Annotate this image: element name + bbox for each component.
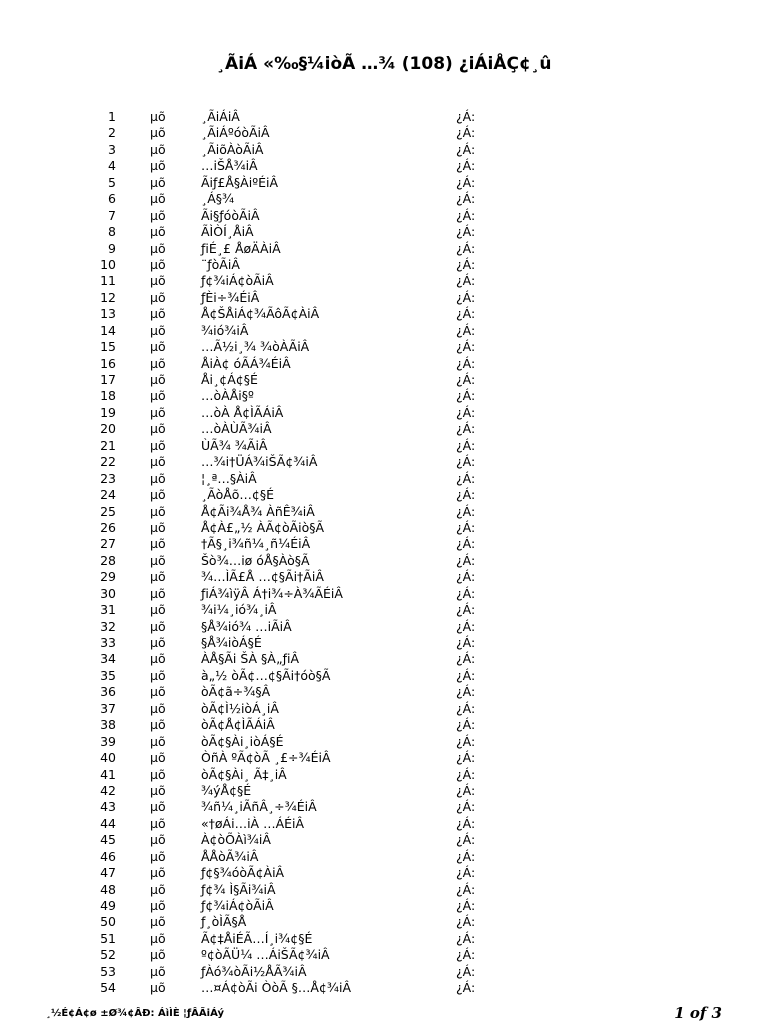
row-prefix: µõ <box>150 322 166 338</box>
row-name: ¾…ÌÃ£Å …¢§Ãi†ÃiÂ <box>201 569 324 585</box>
list-item <box>0 388 768 404</box>
row-number: 31 <box>100 602 116 618</box>
row-prefix: µõ <box>150 815 166 831</box>
row-name: ÃÌÒÍ¸ÅiÂ <box>201 224 254 240</box>
row-name: ¾ió¾iÂ <box>201 322 249 338</box>
row-number: 46 <box>100 848 116 864</box>
row-name: …òÀÙÃ¾iÂ <box>201 421 272 437</box>
row-field-label: ¿Á: <box>456 240 476 256</box>
footer-note: ¸½É¢Á¢ø ±Ø¾¢ÂÐ: ÁìÌÈ ¦ƒÂÃiÁý <box>46 1008 224 1019</box>
row-name: Å¢ŠÅiÁ¢¾ÃôÃ¢ÀiÂ <box>201 306 320 322</box>
row-name: ƒ¢¾iÁ¢òÃiÂ <box>201 898 274 913</box>
row-prefix: µõ <box>150 750 166 766</box>
row-name: …iŠÅ¾iÂ <box>201 158 258 174</box>
row-name: ƒÀó¾òÃi½ÅÃ¾iÂ <box>201 963 307 979</box>
row-field-label: ¿Á: <box>456 503 476 519</box>
list-item <box>0 290 768 306</box>
row-field-label: ¿Á: <box>456 914 476 930</box>
list-item <box>0 553 768 569</box>
row-field-label: ¿Á: <box>456 470 476 486</box>
row-prefix: µõ <box>150 881 166 897</box>
row-name: †Ã§¸i¾ñ¼¸ñ¼ÉiÂ <box>201 536 311 552</box>
row-field-label: ¿Á: <box>456 684 476 700</box>
row-field-label: ¿Á: <box>456 667 476 683</box>
list-item <box>0 717 768 733</box>
row-field-label: ¿Á: <box>456 700 476 716</box>
row-field-label: ¿Á: <box>456 289 476 305</box>
row-number: 43 <box>100 799 116 815</box>
row-prefix: µõ <box>150 552 166 568</box>
row-prefix: µõ <box>150 372 166 387</box>
row-field-label: ¿Á: <box>456 141 476 157</box>
list-item <box>0 175 768 191</box>
row-field-label: ¿Á: <box>456 865 476 881</box>
list-item <box>0 684 768 700</box>
row-prefix: µõ <box>150 339 166 355</box>
list-item <box>0 306 768 322</box>
row-name: ƒiÉ¸£ ÅøÄÀiÂ <box>201 240 281 256</box>
row-name: …Ã½i¸¾ ¾òÀÃiÂ <box>201 339 310 355</box>
row-number: 32 <box>100 618 116 634</box>
row-prefix: µõ <box>150 125 166 141</box>
row-prefix: µõ <box>150 700 166 716</box>
row-field-label: ¿Á: <box>456 569 476 585</box>
row-name: …òÀ Å¢ÌÃÁiÂ <box>201 404 284 420</box>
list-item <box>0 569 768 585</box>
list-item <box>0 865 768 881</box>
row-name: À¢òÕÀì¾iÂ <box>201 832 271 848</box>
row-number: 30 <box>100 585 116 601</box>
row-name: ¸ÃiÁºóòÃiÂ <box>201 125 270 141</box>
row-prefix: µõ <box>150 963 166 979</box>
row-field-label: ¿Á: <box>456 930 476 946</box>
row-field-label: ¿Á: <box>456 372 476 387</box>
row-prefix: µõ <box>150 109 166 124</box>
row-field-label: ¿Á: <box>456 388 476 404</box>
row-number: 24 <box>100 487 116 503</box>
row-prefix: µõ <box>150 536 166 552</box>
row-field-label: ¿Á: <box>456 125 476 141</box>
list-item <box>0 356 768 372</box>
list-item <box>0 421 768 437</box>
row-field-label: ¿Á: <box>456 306 476 322</box>
row-prefix: µõ <box>150 454 166 470</box>
row-field-label: ¿Á: <box>456 766 476 782</box>
list-item <box>0 454 768 470</box>
row-prefix: µõ <box>150 355 166 371</box>
row-name: ƒ¢¾iÁ¢òÃiÂ <box>201 273 274 289</box>
row-number: 29 <box>100 569 116 585</box>
row-number: 47 <box>100 865 116 881</box>
row-name: …òÀÅi§º <box>201 388 254 404</box>
row-number: 48 <box>100 881 116 897</box>
row-prefix: µõ <box>150 289 166 305</box>
row-name: §Å¾ió¾ …iÃiÂ <box>201 618 292 634</box>
list-item <box>0 372 768 388</box>
row-number: 26 <box>100 519 116 535</box>
row-field-label: ¿Á: <box>456 536 476 552</box>
row-number: 10 <box>100 256 116 272</box>
row-field-label: ¿Á: <box>456 980 476 996</box>
list-item <box>0 849 768 865</box>
row-prefix: µõ <box>150 865 166 881</box>
list-item <box>0 898 768 914</box>
row-field-label: ¿Á: <box>456 404 476 420</box>
row-prefix: µõ <box>150 519 166 535</box>
row-number: 16 <box>100 355 116 371</box>
name-list <box>0 109 768 997</box>
row-prefix: µõ <box>150 799 166 815</box>
row-name: òÃ¢§Ài¸iòÁ§É <box>201 733 284 749</box>
row-number: 1 <box>108 109 116 124</box>
row-field-label: ¿Á: <box>456 437 476 453</box>
list-item <box>0 125 768 141</box>
row-name: òÃ¢§Ài¸ Ã‡¸iÂ <box>201 766 287 782</box>
row-prefix: µõ <box>150 191 166 207</box>
row-name: ƒ¢¾ Ì§Ãi¾iÂ <box>201 881 276 897</box>
row-number: 2 <box>108 125 116 141</box>
row-prefix: µõ <box>150 174 166 190</box>
row-field-label: ¿Á: <box>456 421 476 437</box>
row-field-label: ¿Á: <box>456 898 476 913</box>
row-number: 54 <box>100 980 116 996</box>
row-field-label: ¿Á: <box>456 339 476 355</box>
row-number: 18 <box>100 388 116 404</box>
row-field-label: ¿Á: <box>456 273 476 289</box>
row-name: ÅiÀ¢ óÃÁ¾ÉiÂ <box>201 355 291 371</box>
row-prefix: µõ <box>150 306 166 322</box>
row-number: 22 <box>100 454 116 470</box>
row-number: 17 <box>100 372 116 387</box>
row-prefix: µõ <box>150 782 166 798</box>
row-name: ÙÃ¾ ¾ÃiÂ <box>201 437 268 453</box>
row-number: 13 <box>100 306 116 322</box>
row-name: ¸ÃiÁiÂ <box>201 109 240 124</box>
row-prefix: µõ <box>150 141 166 157</box>
row-number: 39 <box>100 733 116 749</box>
row-number: 23 <box>100 470 116 486</box>
row-name: Šò¾…iø óÅ§Àò§Ã <box>201 552 310 568</box>
row-prefix: µõ <box>150 470 166 486</box>
row-name: Ãi§ƒóòÃiÂ <box>201 207 260 223</box>
list-item <box>0 504 768 520</box>
row-number: 3 <box>108 141 116 157</box>
row-name: Åi¸¢Á¢§É <box>201 372 258 387</box>
list-item <box>0 273 768 289</box>
list-item <box>0 487 768 503</box>
row-field-label: ¿Á: <box>456 618 476 634</box>
row-name: ÀÅ§Ãi ŠÀ §À„ƒiÂ <box>201 651 300 667</box>
row-number: 35 <box>100 667 116 683</box>
row-field-label: ¿Á: <box>456 487 476 503</box>
list-item <box>0 931 768 947</box>
row-name: «†øÁi…iÀ …ÁÉiÂ <box>201 815 305 831</box>
row-name: §Å¾iòÁ§É <box>201 635 262 650</box>
row-prefix: µõ <box>150 569 166 585</box>
list-item <box>0 783 768 799</box>
row-number: 36 <box>100 684 116 700</box>
row-number: 21 <box>100 437 116 453</box>
list-item <box>0 734 768 750</box>
row-number: 11 <box>100 273 116 289</box>
row-name: º¢òÃÜ¼ …ÁiŠÃ¢¾iÂ <box>201 947 330 963</box>
row-prefix: µõ <box>150 930 166 946</box>
row-number: 38 <box>100 717 116 733</box>
list-item <box>0 241 768 257</box>
row-prefix: µõ <box>150 717 166 733</box>
row-prefix: µõ <box>150 487 166 503</box>
row-number: 9 <box>108 240 116 256</box>
row-name: …¤Á¢òÃi ÒòÃ §…Å¢¾iÂ <box>201 980 352 996</box>
row-number: 44 <box>100 815 116 831</box>
list-item <box>0 471 768 487</box>
row-number: 50 <box>100 914 116 930</box>
row-number: 8 <box>108 224 116 240</box>
list-item <box>0 536 768 552</box>
row-number: 6 <box>108 191 116 207</box>
row-number: 12 <box>100 289 116 305</box>
row-prefix: µõ <box>150 848 166 864</box>
row-field-label: ¿Á: <box>456 782 476 798</box>
row-prefix: µõ <box>150 256 166 272</box>
row-name: ¸ÃiõÀòÃiÂ <box>201 141 264 157</box>
row-field-label: ¿Á: <box>456 651 476 667</box>
row-field-label: ¿Á: <box>456 750 476 766</box>
row-name: òÃ¢Ì½iòÁ¸iÂ <box>201 700 279 716</box>
row-name: ¨ƒòÃiÂ <box>201 256 240 272</box>
list-item <box>0 602 768 618</box>
list-item <box>0 619 768 635</box>
row-prefix: µõ <box>150 503 166 519</box>
list-item <box>0 980 768 996</box>
row-field-label: ¿Á: <box>456 454 476 470</box>
row-name: ƒ¢§¾óòÃ¢ÀiÂ <box>201 865 285 881</box>
list-item <box>0 405 768 421</box>
row-prefix: µõ <box>150 832 166 848</box>
row-name: à„½ òÃ¢…¢§Ãi†óò§Ã <box>201 667 331 683</box>
list-item <box>0 947 768 963</box>
row-field-label: ¿Á: <box>456 848 476 864</box>
row-prefix: µõ <box>150 980 166 996</box>
row-prefix: µõ <box>150 240 166 256</box>
list-item <box>0 816 768 832</box>
list-item <box>0 191 768 207</box>
row-field-label: ¿Á: <box>456 158 476 174</box>
list-item <box>0 142 768 158</box>
row-prefix: µõ <box>150 684 166 700</box>
list-item <box>0 520 768 536</box>
row-field-label: ¿Á: <box>456 585 476 601</box>
row-number: 42 <box>100 782 116 798</box>
row-field-label: ¿Á: <box>456 256 476 272</box>
list-item <box>0 832 768 848</box>
list-item <box>0 257 768 273</box>
row-name: ƒiÁ¾ìÿÂ Á†i¾÷À¾ÃÉiÂ <box>201 585 343 601</box>
row-number: 41 <box>100 766 116 782</box>
row-number: 19 <box>100 404 116 420</box>
row-name: ¾ýÅ¢§É <box>201 782 252 798</box>
row-prefix: µõ <box>150 947 166 963</box>
row-number: 40 <box>100 750 116 766</box>
row-field-label: ¿Á: <box>456 191 476 207</box>
list-item <box>0 109 768 125</box>
row-name: Å¢Ãi¾Å¾ ÀñÊ¾iÂ <box>201 503 315 519</box>
row-number: 4 <box>108 158 116 174</box>
row-prefix: µõ <box>150 898 166 913</box>
row-name: …¾i†ÜÁ¾iŠÃ¢¾iÂ <box>201 454 318 470</box>
row-field-label: ¿Á: <box>456 717 476 733</box>
list-item <box>0 158 768 174</box>
row-number: 28 <box>100 552 116 568</box>
row-number: 25 <box>100 503 116 519</box>
page-title: ¸ÃiÁ «‰§¼iòÃ …¾ (108) ¿iÁiÅÇ¢¸û <box>216 54 552 74</box>
row-name: ¾i¼¸ió¾¸iÂ <box>201 602 277 618</box>
row-number: 14 <box>100 322 116 338</box>
row-name: ƒ¸òÌÃ§Å <box>201 914 247 930</box>
row-field-label: ¿Á: <box>456 355 476 371</box>
row-prefix: µõ <box>150 635 166 650</box>
row-name: Å¢À£„½ ÀÃ¢òÃiò§Ã <box>201 519 325 535</box>
row-field-label: ¿Á: <box>456 207 476 223</box>
row-prefix: µõ <box>150 437 166 453</box>
list-item <box>0 339 768 355</box>
row-prefix: µõ <box>150 388 166 404</box>
row-number: 15 <box>100 339 116 355</box>
row-field-label: ¿Á: <box>456 815 476 831</box>
list-item <box>0 208 768 224</box>
row-field-label: ¿Á: <box>456 635 476 650</box>
row-number: 52 <box>100 947 116 963</box>
list-item <box>0 224 768 240</box>
row-number: 27 <box>100 536 116 552</box>
row-prefix: µõ <box>150 766 166 782</box>
row-name: ¸Á§¾ <box>201 191 235 207</box>
row-field-label: ¿Á: <box>456 519 476 535</box>
row-field-label: ¿Á: <box>456 799 476 815</box>
row-name: ¸ÃòÅõ…¢§É <box>201 487 275 503</box>
row-number: 49 <box>100 898 116 913</box>
list-item <box>0 914 768 930</box>
row-field-label: ¿Á: <box>456 109 476 124</box>
row-field-label: ¿Á: <box>456 733 476 749</box>
row-name: ¦¸ª…§ÀiÂ <box>201 470 257 486</box>
list-item <box>0 651 768 667</box>
row-field-label: ¿Á: <box>456 552 476 568</box>
row-number: 5 <box>108 174 116 190</box>
row-field-label: ¿Á: <box>456 224 476 240</box>
row-field-label: ¿Á: <box>456 174 476 190</box>
row-prefix: µõ <box>150 585 166 601</box>
row-field-label: ¿Á: <box>456 947 476 963</box>
list-item <box>0 586 768 602</box>
list-item <box>0 668 768 684</box>
list-item <box>0 323 768 339</box>
row-prefix: µõ <box>150 224 166 240</box>
row-field-label: ¿Á: <box>456 602 476 618</box>
row-prefix: µõ <box>150 158 166 174</box>
row-prefix: µõ <box>150 651 166 667</box>
list-item <box>0 438 768 454</box>
list-item <box>0 701 768 717</box>
row-number: 33 <box>100 635 116 650</box>
row-name: ¾ñ¼¸iÃñÂ¸÷¾ÉiÂ <box>201 799 317 815</box>
row-name: Ã¢‡ÅiÉÃ…Í¸i¾¢§É <box>201 930 313 946</box>
row-name: òÃ¢Å¢ÌÃÁiÂ <box>201 717 275 733</box>
row-number: 7 <box>108 207 116 223</box>
row-number: 53 <box>100 963 116 979</box>
row-name: ÅÅòÃ¾iÂ <box>201 848 259 864</box>
row-prefix: µõ <box>150 207 166 223</box>
row-number: 37 <box>100 700 116 716</box>
row-number: 20 <box>100 421 116 437</box>
row-number: 45 <box>100 832 116 848</box>
row-field-label: ¿Á: <box>456 832 476 848</box>
row-name: ÒñÀ ºÃ¢òÃ ¸£÷¾ÉiÂ <box>201 750 331 766</box>
row-prefix: µõ <box>150 914 166 930</box>
page-indicator: 1 of 3 <box>674 1004 722 1022</box>
row-name: òÃ¢ã÷¾§Â <box>201 684 271 700</box>
row-prefix: µõ <box>150 404 166 420</box>
list-item <box>0 635 768 651</box>
list-item <box>0 767 768 783</box>
list-item <box>0 882 768 898</box>
row-prefix: µõ <box>150 421 166 437</box>
row-field-label: ¿Á: <box>456 322 476 338</box>
list-item <box>0 750 768 766</box>
row-number: 51 <box>100 930 116 946</box>
row-field-label: ¿Á: <box>456 881 476 897</box>
row-number: 34 <box>100 651 116 667</box>
row-prefix: µõ <box>150 273 166 289</box>
row-prefix: µõ <box>150 618 166 634</box>
row-prefix: µõ <box>150 667 166 683</box>
list-item <box>0 799 768 815</box>
row-name: Ãiƒ£Å§ÀiºÉiÂ <box>201 174 279 190</box>
row-prefix: µõ <box>150 602 166 618</box>
row-prefix: µõ <box>150 733 166 749</box>
list-item <box>0 964 768 980</box>
row-name: ƒÈi÷¾ÉiÂ <box>201 289 260 305</box>
row-field-label: ¿Á: <box>456 963 476 979</box>
